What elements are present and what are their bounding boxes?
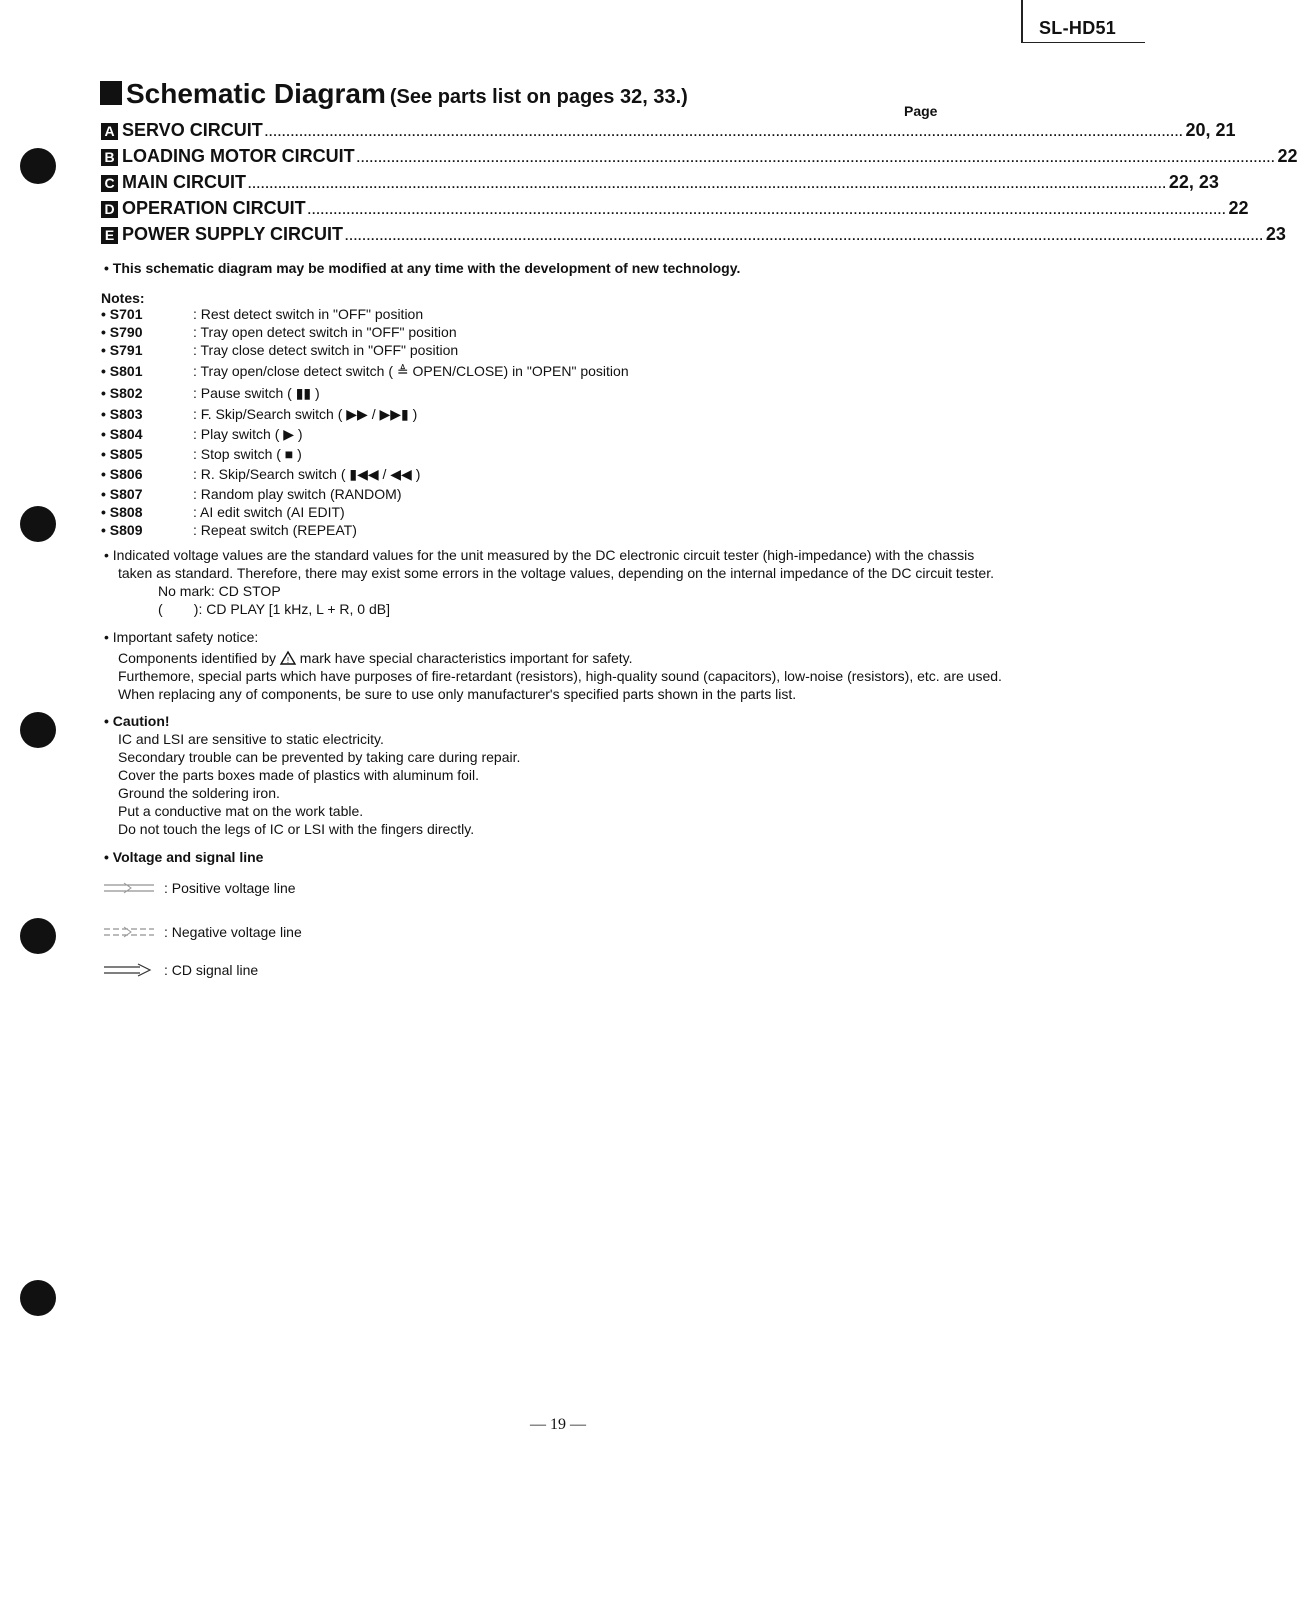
safety-notice: • Important safety notice: Components identified by ! mark have special characteristics important for safety. Furthemore, special parts which have purposes of fire-retardant (resistors), high-quality sound (capacitors), low-noise (resistors), etc. are used. When replacing any of components, be sure to use only manufacturer's specified parts shown in the parts list. [104,629,1002,702]
toc-page: 20, 21 [1185,120,1236,140]
legend-signal-label: : CD signal line [164,962,259,978]
switch-code: S803 [109,406,143,422]
model-number: SL-HD51 [1039,18,1117,38]
toc-page: 22 [1277,146,1298,166]
page-title [100,78,688,110]
switch-desc: : R. Skip/Search switch ( ▮◀◀ / ◀◀ ) [193,466,421,482]
switch-desc: : Random play switch (RANDOM) [193,486,402,502]
voltage-note-line1: Indicated voltage values are the standard values for the unit measured by the DC electronic circuit tester (high-impedance) with the chassis [112,547,975,563]
legend-signal [104,962,258,978]
switch-code: S805 [109,446,143,462]
legend-heading: • Voltage and signal line [104,849,264,865]
caution-section: • Caution! IC and LSI are sensitive to static electricity. Secondary trouble can be prevented by taking care during repair. Cover the parts boxes made of plastics with aluminum foil. Ground the soldering iron. Put a conductive mat on the work table. Do not touch the legs of IC or LSI with the fingers directly. [104,713,521,837]
positive-voltage-line-icon [104,881,154,895]
safety-line3: When replacing any of components, be sure to use only manufacturer's specified parts shown in the parts list. [118,686,797,702]
binder-hole [20,712,56,748]
switch-code: S801 [109,363,143,379]
leader-dots: .................................................................................................................................................................................................................... [264,125,1184,139]
circuit-letter-badge: D [101,201,118,218]
leader-dots: .................................................................................................................................................................................................................... [356,151,1276,165]
svg-text:!: ! [286,656,290,665]
leader-dots: .................................................................................................................................................................................................................... [248,177,1167,191]
circuit-letter-badge: A [101,123,118,140]
notes-heading: Notes: [101,290,145,306]
legend-positive [104,880,296,896]
contents-list [101,120,1298,250]
warning-triangle-icon [280,651,296,665]
safety-heading: Important safety notice: [112,629,259,645]
page-column-header: Page [904,103,938,119]
switch-desc: : Tray close detect switch in "OFF" position [193,342,459,358]
cd-signal-line-icon [104,963,154,977]
toc-page: 23 [1265,224,1286,244]
switch-desc: : Tray open/close detect switch ( ≜ OPEN/CLOSE) in "OPEN" position [193,363,629,379]
toc-page: 22, 23 [1168,172,1219,192]
leader-dots: .................................................................................................................................................................................................................... [345,229,1264,243]
legend-negative-label: : Negative voltage line [164,924,302,940]
legend-positive-label: : Positive voltage line [164,880,296,896]
circuit-letter-badge: E [101,227,118,244]
voltage-note-line4: ( ): CD PLAY [1 kHz, L + R, 0 dB] [158,601,390,617]
binder-hole [20,918,56,954]
circuit-letter-badge: B [101,149,118,166]
caution-heading: Caution! [112,713,170,729]
page-number: — 19 — [530,1416,586,1433]
model-box [1021,0,1145,43]
voltage-note-line2: taken as standard. Therefore, there may exist some errors in the voltage values, depending on the internal impedance of the DC circuit tester. [118,565,994,581]
safety-line2: Furthemore, special parts which have purposes of fire-retardant (resistors), high-quality sound (capacitors), low-noise (resistors), etc. are used. [118,668,1002,684]
modify-note-text: This schematic diagram may be modified at any time with the development of new technology. [112,260,741,276]
switch-desc: : Play switch ( ▶ ) [193,426,303,442]
switch-code: S806 [109,466,143,482]
caution-line: Put a conductive mat on the work table. [118,803,364,819]
toc-label: SERVO CIRCUIT [122,120,263,140]
switch-code: S808 [109,504,143,520]
toc-row-power-supply[interactable] [101,224,1286,250]
toc-row-main[interactable] [101,172,1219,198]
caution-line: IC and LSI are sensitive to static electricity. [118,731,384,747]
caution-line: Do not touch the legs of IC or LSI with the fingers directly. [118,821,475,837]
caution-line: Cover the parts boxes made of plastics with aluminum foil. [118,767,480,783]
switch-code: S807 [109,486,143,502]
switch-desc: : AI edit switch (AI EDIT) [193,504,345,520]
negative-voltage-line-icon [104,925,154,939]
toc-row-servo[interactable] [101,120,1236,146]
modify-note: • This schematic diagram may be modified at any time with the development of new technology. [104,260,741,276]
caution-line: Ground the soldering iron. [118,785,280,801]
switch-desc: : F. Skip/Search switch ( ▶▶ / ▶▶▮ ) [193,406,418,422]
square-bullet-icon [100,81,122,105]
switch-code: S809 [109,522,143,538]
circuit-letter-badge: C [101,175,118,192]
safety-line1-post: mark have special characteristics important for safety. [299,650,633,666]
toc-row-operation[interactable] [101,198,1249,224]
switch-desc: : Pause switch ( ▮▮ ) [193,385,320,401]
switch-code: S790 [109,324,143,340]
toc-label: POWER SUPPLY CIRCUIT [122,224,344,244]
binder-hole [20,148,56,184]
binder-hole [20,1280,56,1316]
toc-label: OPERATION CIRCUIT [122,198,306,218]
toc-label: LOADING MOTOR CIRCUIT [122,146,355,166]
toc-row-loading-motor[interactable] [101,146,1298,172]
switch-desc: : Stop switch ( ■ ) [193,446,302,462]
switch-desc: : Rest detect switch in "OFF" position [193,306,424,322]
binder-hole [20,506,56,542]
voltage-note-line3: No mark: CD STOP [158,583,281,599]
switch-desc: : Tray open detect switch in "OFF" position [193,324,457,340]
switch-desc: : Repeat switch (REPEAT) [193,522,357,538]
caution-line: Secondary trouble can be prevented by taking care during repair. [118,749,521,765]
switch-code: S802 [109,385,143,401]
legend-heading-text: Voltage and signal line [112,849,264,865]
switch-code: S804 [109,426,143,442]
voltage-note: • Indicated voltage values are the standard values for the unit measured by the DC electronic circuit tester (high-impedance) with the chassis taken as standard. Therefore, there may exist some errors in the voltage values, depending on the internal impedance of the DC circuit tester. No mark: CD STOP ( ): CD PLAY [1 kHz, L + R, 0 dB] [104,547,994,617]
switch-code: S791 [109,342,143,358]
switch-code: S701 [109,306,143,322]
legend-negative [104,924,302,940]
title-sub: (See parts list on pages 32, 33.) [389,86,688,108]
leader-dots: .................................................................................................................................................................................................................... [307,203,1227,217]
toc-label: MAIN CIRCUIT [122,172,246,192]
safety-line1-pre: Components identified by [118,650,276,666]
title-main: Schematic Diagram [126,78,386,109]
toc-page: 22 [1228,198,1249,218]
